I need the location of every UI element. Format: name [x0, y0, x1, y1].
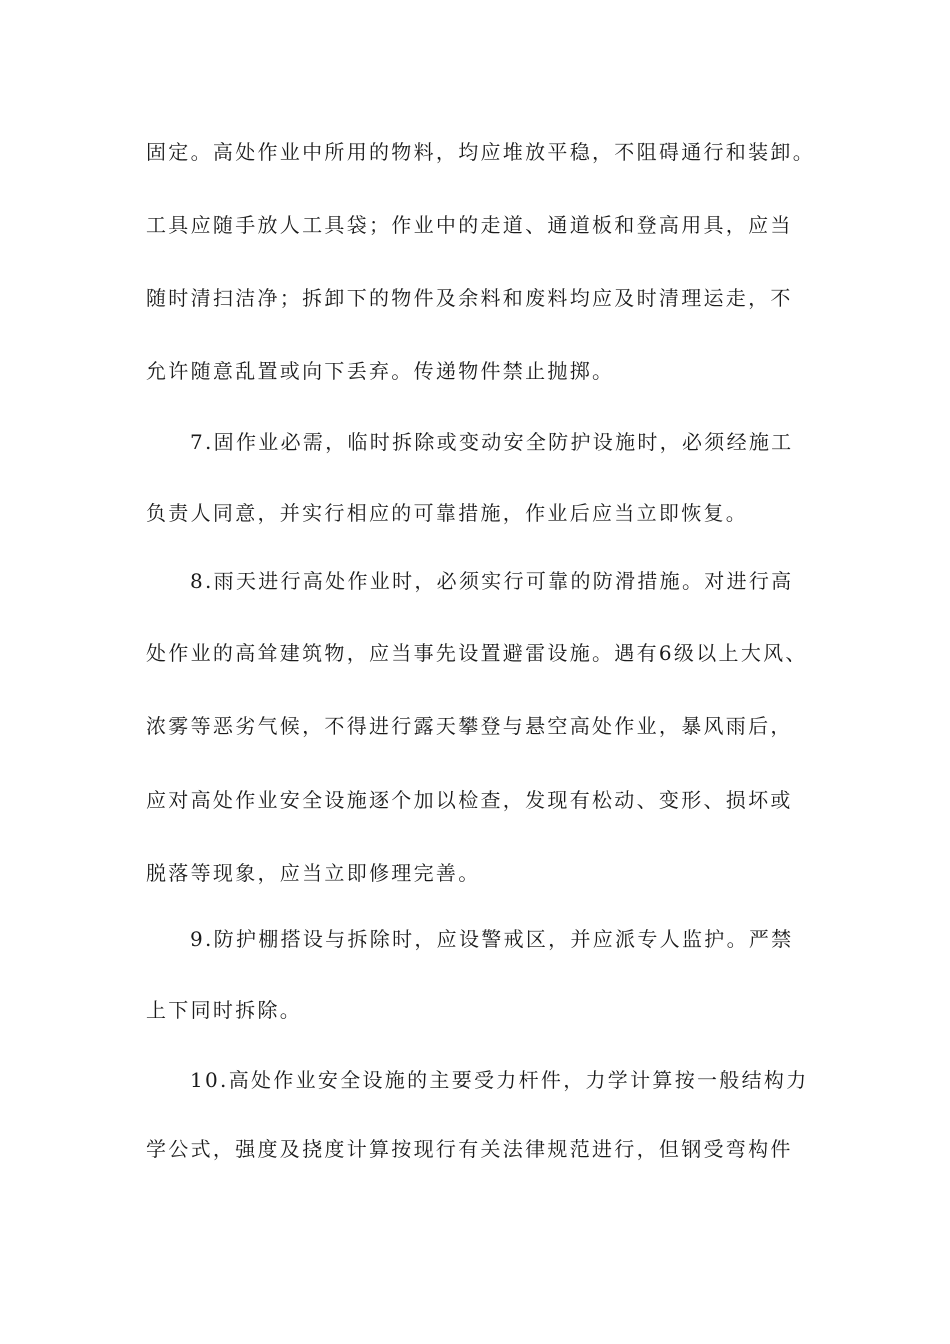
text-line: 应对高处作业安全设施逐个加以检查，发现有松动、变形、损坏或	[146, 788, 793, 812]
text-line: 学公式，强度及挠度计算按现行有关法律规范进行，但钢受弯构件	[146, 1137, 793, 1161]
text-line: 浓雾等恶劣气候，不得进行露天攀登与悬空高处作业，暴风雨后，	[146, 714, 793, 738]
text-line: 处作业的高耸建筑物，应当事先设置避雷设施。遇有6级以上大风、	[146, 641, 808, 665]
text-line: 固定。高处作业中所用的物料，均应堆放平稳，不阻碍通行和装卸。	[146, 140, 815, 164]
text-line: 允许随意乱置或向下丢弃。传递物件禁止抛掷。	[146, 359, 615, 383]
text-line: 脱落等现象，应当立即修理完善。	[146, 861, 481, 885]
text-line: 工具应随手放人工具袋；作业中的走道、通道板和登高用具，应当	[146, 213, 793, 237]
text-line: 上下同时拆除。	[146, 998, 303, 1022]
text-line: 8.雨天进行高处作业时，必须实行可靠的防滑措施。对进行高	[190, 569, 794, 593]
text-line: 负责人同意，并实行相应的可靠措施，作业后应当立即恢复。	[146, 501, 749, 525]
text-line: 7.固作业必需，临时拆除或变动安全防护设施时，必须经施工	[190, 430, 794, 454]
text-line: 9.防护棚搭设与拆除时，应设警戒区，并应派专人监护。严禁	[190, 927, 794, 951]
text-line: 10.高处作业安全设施的主要受力杆件，力学计算按一般结构力	[190, 1068, 809, 1092]
text-line: 随时清扫洁净；拆卸下的物件及余料和废料均应及时清理运走，不	[146, 286, 793, 310]
